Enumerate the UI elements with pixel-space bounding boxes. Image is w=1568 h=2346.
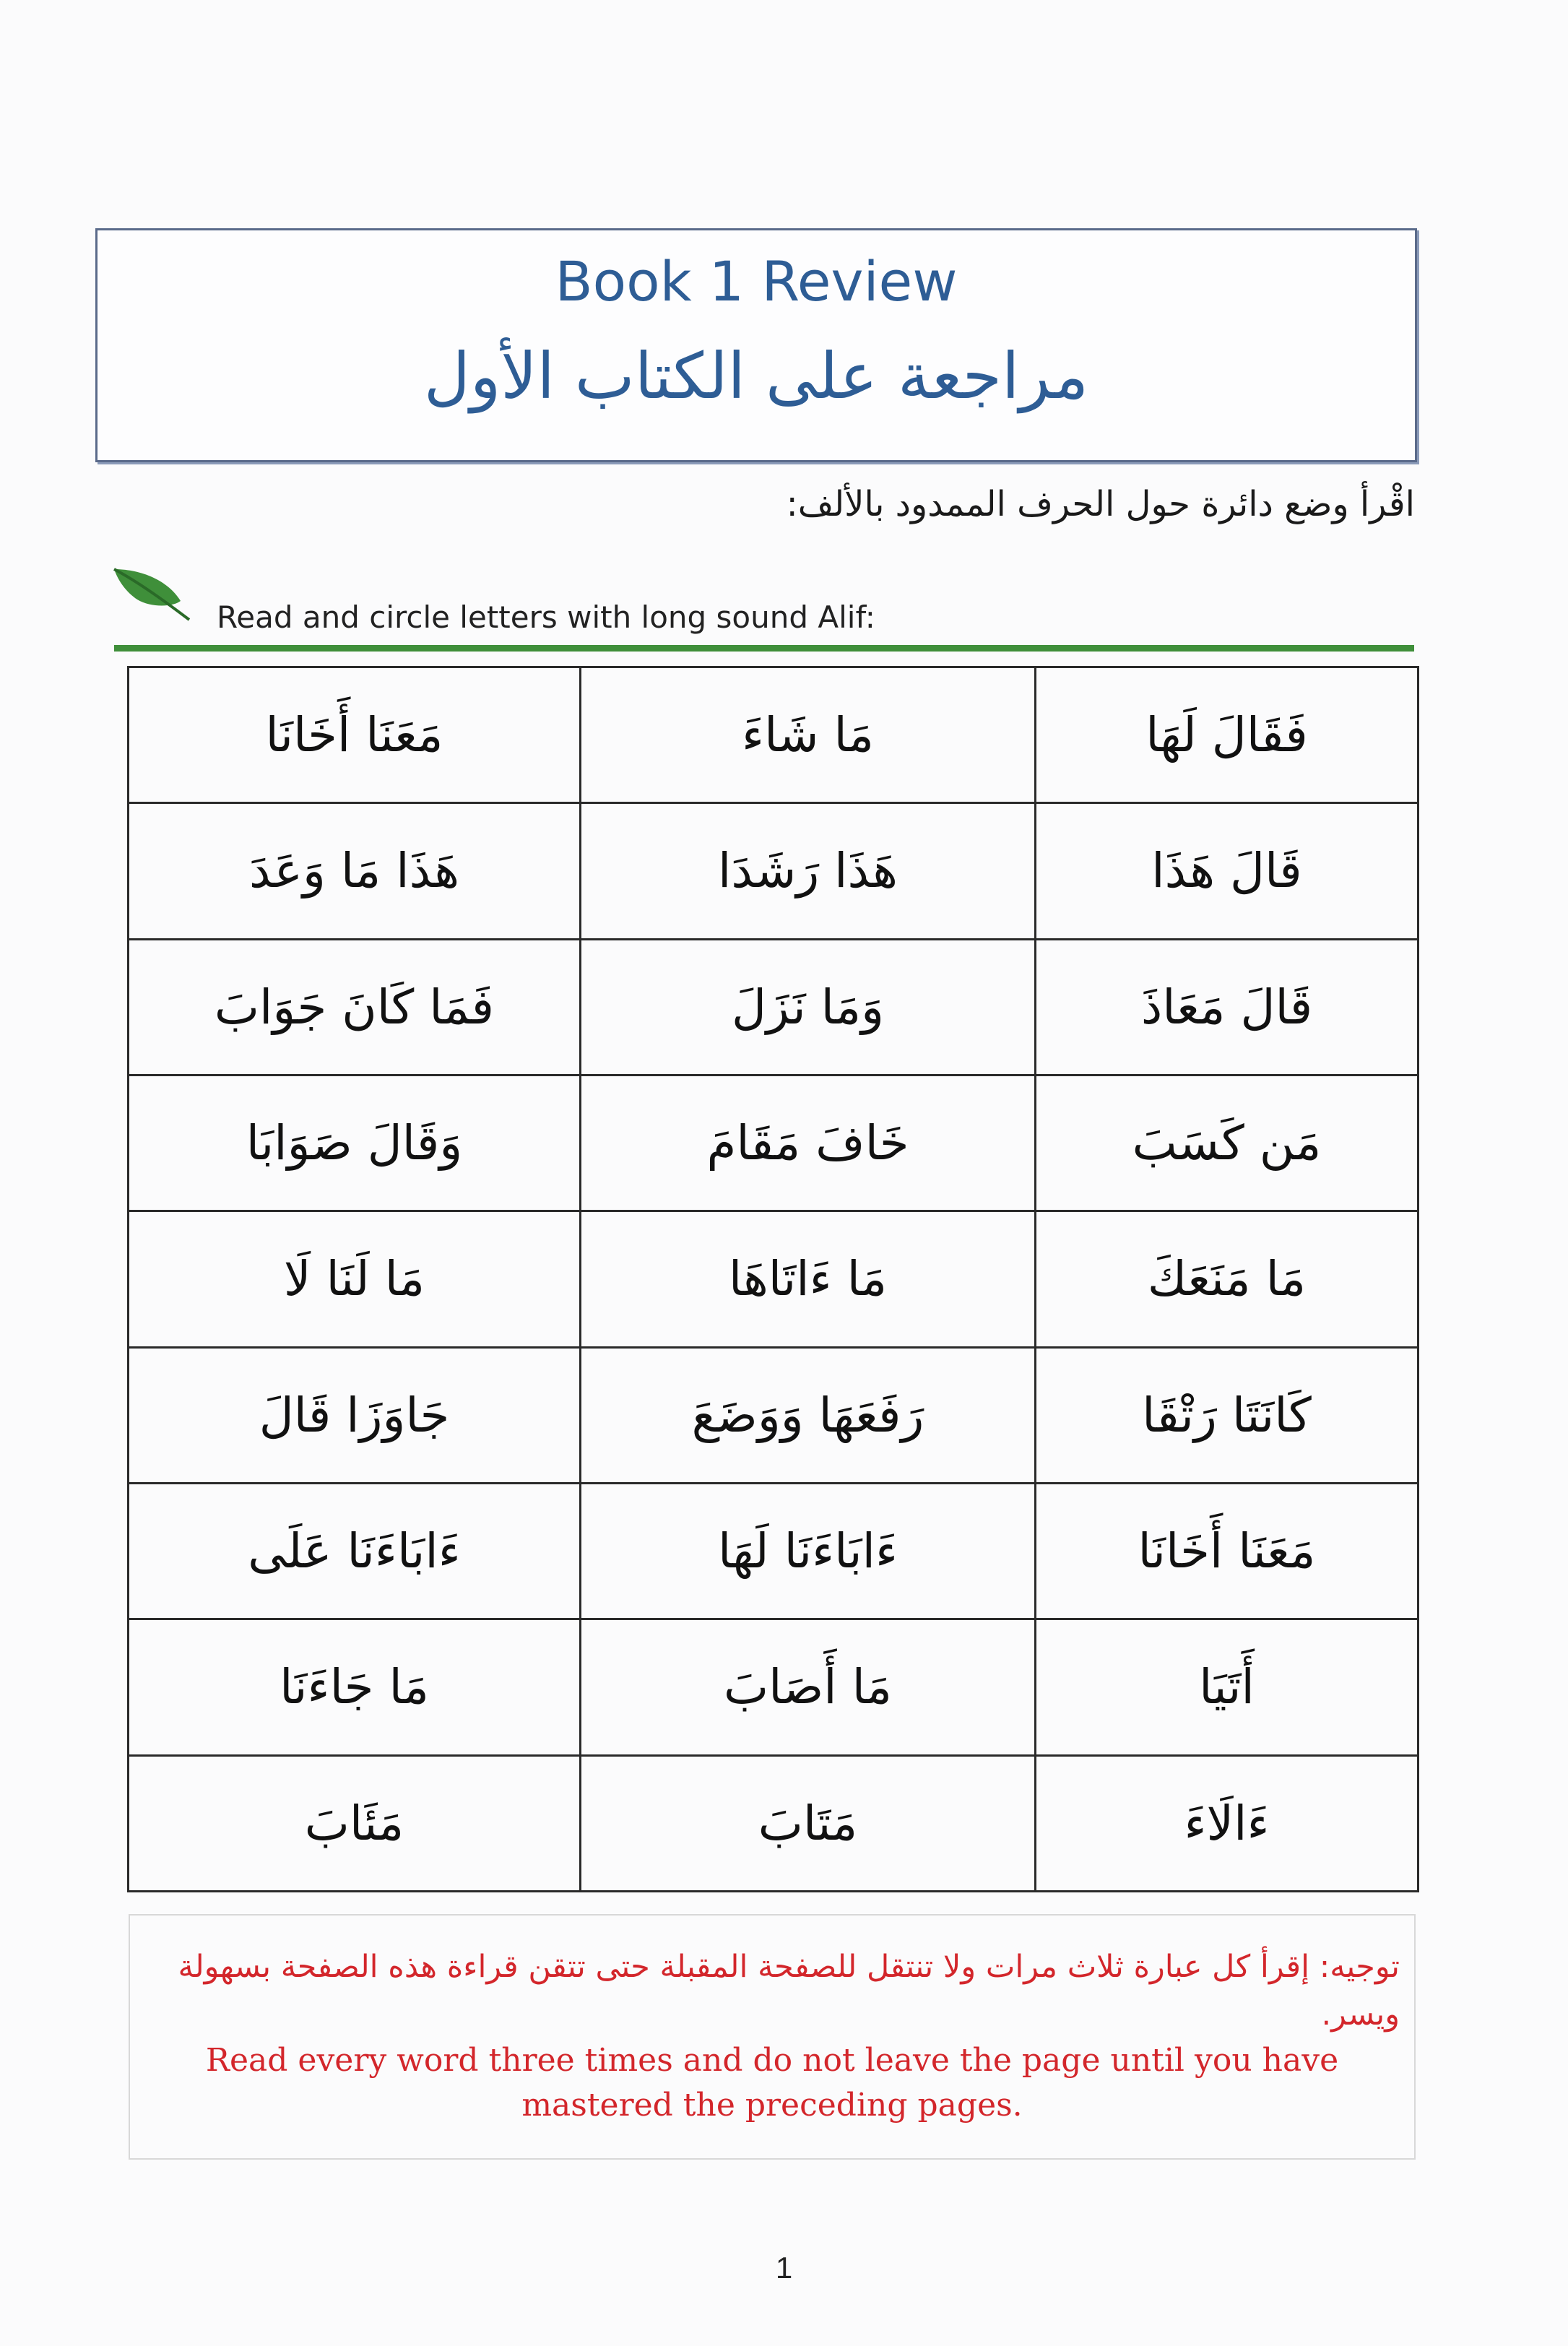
instruction-english: Read and circle letters with long sound Alif: [217,600,875,635]
title-english: Book 1 Review [555,249,958,313]
word-cell: هَذَا رَشَدَا [581,803,1036,939]
word-cell: مَعَنَا أَخَانَا [1036,1483,1418,1619]
instruction-arabic: اقْرأ وضع دائرة حول الحرف الممدود بالألف: [786,484,1415,524]
table-row [129,1211,1418,1347]
table-row [129,1483,1418,1619]
section-divider [114,645,1414,652]
note-english: Read every word three times and do not leave the page until you have mastered the preceding pages. [205,2042,1339,2124]
table-row [129,939,1418,1075]
table-row [129,1075,1418,1211]
word-cell: ءَالَاءَ [1036,1755,1418,1891]
word-cell: هَذَا مَا وَعَدَ [129,803,581,939]
word-cell: رَفَعَهَا وَوَضَعَ [581,1347,1036,1483]
word-cell: وَقَالَ صَوَابَا [129,1075,581,1211]
word-cell: ءَابَاءَنَا لَهَا [581,1483,1036,1619]
word-cell: مَا جَاءَنَا [129,1619,581,1755]
page-number: 1 [775,2251,793,2285]
table-row [129,1347,1418,1483]
word-cell: مَا مَنَعَكَ [1036,1211,1418,1347]
table-row [129,803,1418,939]
word-cell: مَا لَنَا لَا [129,1211,581,1347]
feather-leaf-icon [108,556,195,628]
word-table [127,666,1419,1892]
word-cell: خَافَ مَقَامَ [581,1075,1036,1211]
word-cell: مَتَابَ [581,1755,1036,1891]
note-box [129,1914,1416,2160]
word-cell: قَالَ مَعَاذَ [1036,939,1418,1075]
word-cell: جَاوَزَا قَالَ [129,1347,581,1483]
word-cell: مَعَنَا أَخَانَا [129,667,581,803]
table-row [129,1619,1418,1755]
note-arabic: توجيه: إقرأ كل عبارة ثلاث مرات ولا تنتقل للصفحة المقبلة حتى تتقن قراءة هذه الصفحة بسهولة ويسر. [178,1949,1400,2033]
table-row [129,1755,1418,1891]
word-cell: مَا ءَاتَاهَا [581,1211,1036,1347]
table-row [129,667,1418,803]
title-box [95,228,1417,462]
word-cell: مَن كَسَبَ [1036,1075,1418,1211]
word-cell: مَئَابَ [129,1755,581,1891]
word-cell: أَتَيَا [1036,1619,1418,1755]
word-cell: قَالَ هَذَا [1036,803,1418,939]
title-arabic: مراجعة على الكتاب الأول [423,339,1089,413]
word-cell: مَا شَاءَ [581,667,1036,803]
word-cell: مَا أَصَابَ [581,1619,1036,1755]
word-cell: وَمَا نَزَلَ [581,939,1036,1075]
word-cell: فَمَا كَانَ جَوَابَ [129,939,581,1075]
word-cell: ءَابَاءَنَا عَلَى [129,1483,581,1619]
word-cell: فَقَالَ لَهَا [1036,667,1418,803]
word-cell: كَانَتَا رَتْقَا [1036,1347,1418,1483]
